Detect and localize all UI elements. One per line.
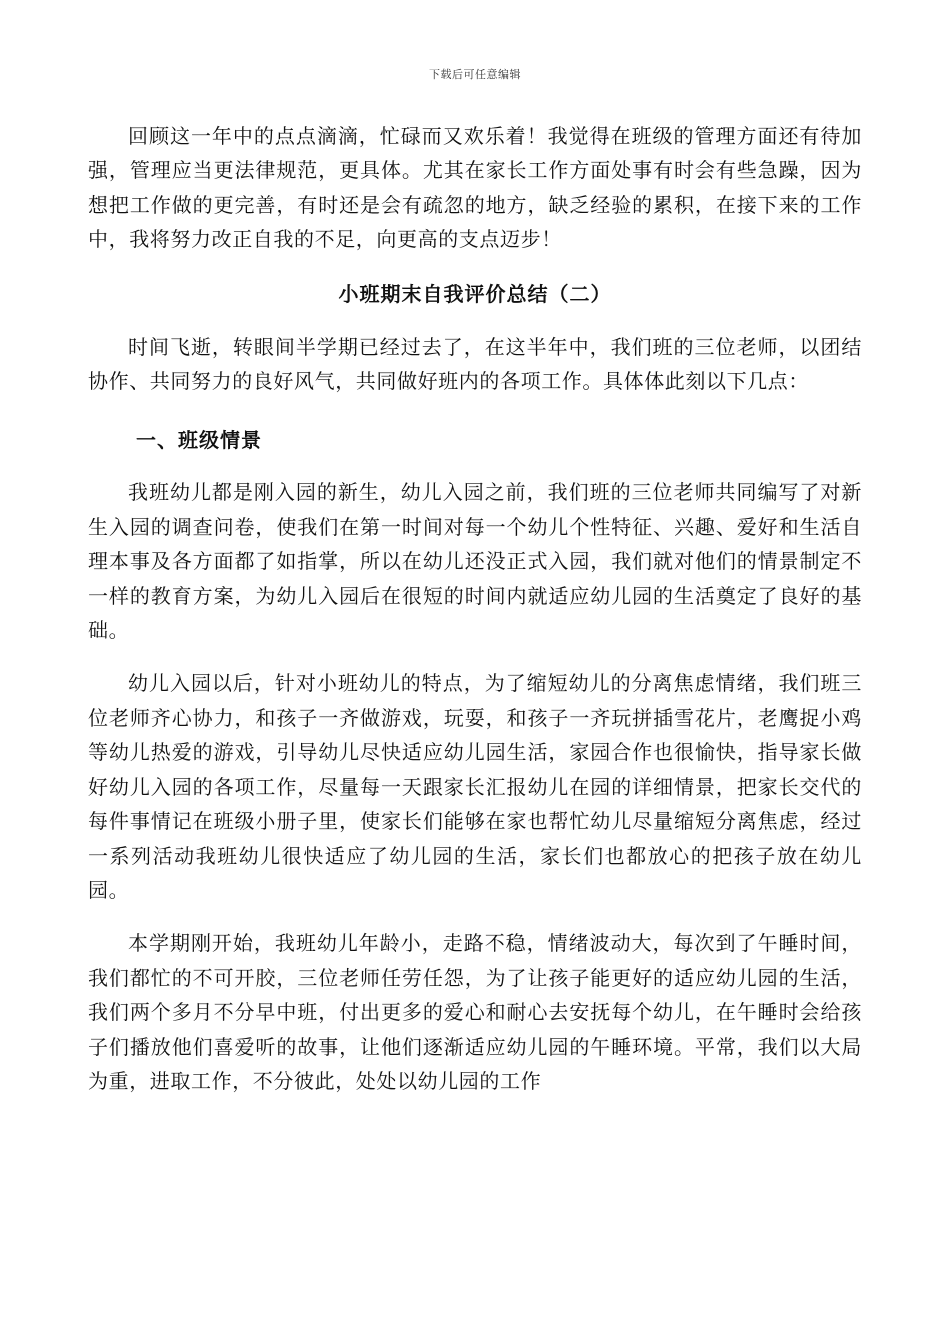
section-title: 小班期末自我评价总结（二）	[338, 281, 612, 306]
paragraph-new-students: 我班幼儿都是刚入园的新生，幼儿入园之前，我们班的三位老师共同编写了对新生入园的调查问卷，使我们在第一时间对每一个幼儿个性特征、兴趣、爱好和生活自理本事及各方面都了如指掌，所以在幼儿还没正式入园，我们就对他们的情景制定不一样的教育方案，为幼儿入园后在很短的时间内就适应幼儿园的生活奠定了良好的基础。	[88, 480, 862, 643]
paragraph-semester-start: 本学期刚开始，我班幼儿年龄小，走路不稳，情绪波动大，每次到了午睡时间，我们都忙的不可开胶，三位老师任劳任怨，为了让孩子能更好的适应幼儿园的生活，我们两个多月不分早中班，付出更多的爱心和耐心去安抚每个幼儿，在午睡时会给孩子们播放他们喜爱听的故事，让他们逐渐适应幼儿园的午睡环境。平常，我们以大局为重，进取工作，不分彼此，处处以幼儿园的工作	[88, 931, 862, 1093]
paragraph-after-enrollment: 幼儿入园以后，针对小班幼儿的特点，为了缩短幼儿的分离焦虑情绪，我们班三位老师齐心协力，和孩子一齐做游戏，玩耍，和孩子一齐玩拼插雪花片，老鹰捉小鸡等幼儿热爱的游戏，引导幼儿尽快适应幼儿园生活，家园合作也很愉快，指导家长做好幼儿入园的各项工作，尽量每一天跟家长汇报幼儿在园的详细情景，把家长交代的每件事情记在班级小册子里，使家长们能够在家也帮忙幼儿尽量缩短分离焦虑，经过一系列活动我班幼儿很快适应了幼儿园的生活，家长们也都放心的把孩子放在幼儿园。	[88, 671, 862, 902]
document-body	[88, 119, 862, 1098]
paragraph-review: 回顾这一年中的点点滴滴，忙碌而又欢乐着！我觉得在班级的管理方面还有待加强，管理应当更法律规范，更具体。尤其在家长工作方面处事有时会有些急躁，因为想把工作做的更完善，有时还是会有疏忽的地方，缺乏经验的累积，在接下来的工作中，我将努力改正自我的不足，向更高的支点迈步！	[88, 124, 862, 252]
section-heading-class-situation: 一、班级情景	[136, 428, 262, 453]
paragraph-intro: 时间飞逝，转眼间半学期已经过去了，在这半年中，我们班的三位老师，以团结协作、共同努力的良好风气，共同做好班内的各项工作。具体体此刻以下几点：	[88, 334, 862, 394]
page-header: 下载后可任意编辑	[429, 68, 521, 81]
